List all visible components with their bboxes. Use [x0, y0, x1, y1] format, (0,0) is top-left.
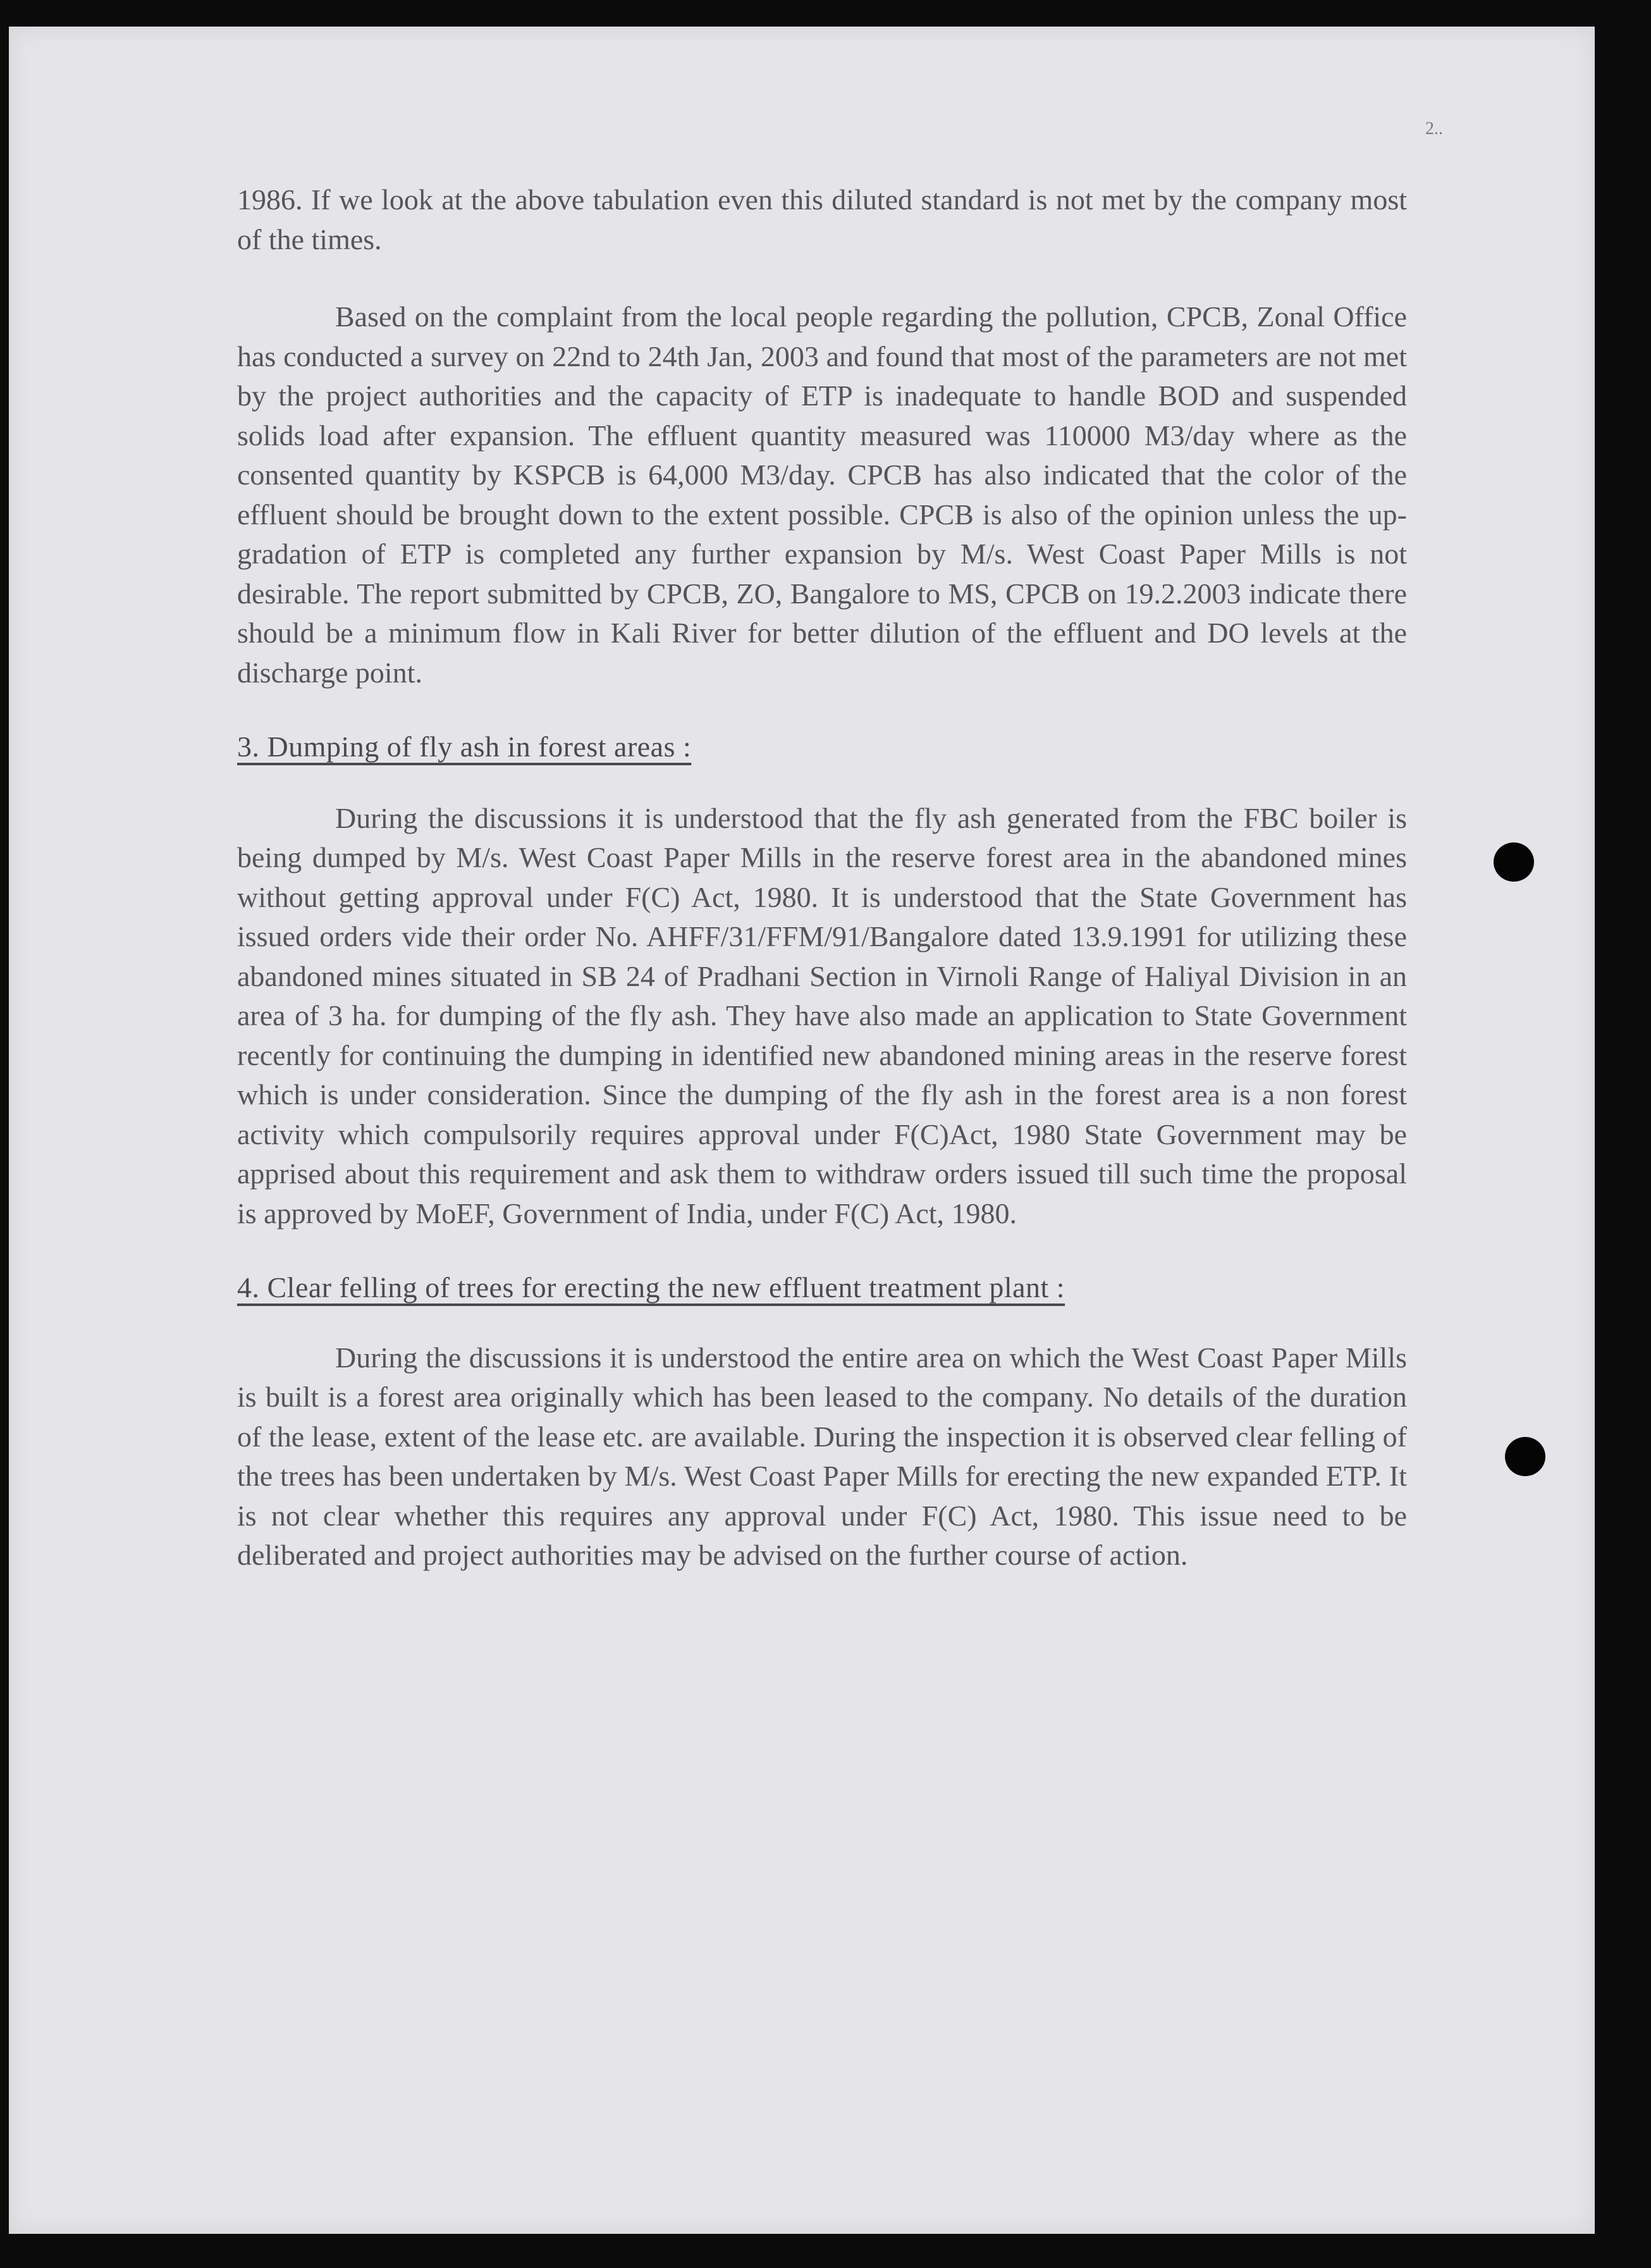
cpcb-survey-paragraph: Based on the complaint from the local people regarding the pollution, CPCB, Zonal Office has conducted a survey on 22nd to 24th Jan, 2003 and found that most of the parameters are not met by the project authorities and the capacity of ETP is inadequate to handle BOD and suspended solids load after expansion. The effluent quantity measured was 110000 M3/day where as the consented quantity by KSPCB is 64,000 M3/day. CPCB has also indicated that the color of the effluent should be brought down to the extent possible. CPCB is also of the opinion unless the up-gradation of ETP is completed any further expansion by M/s. West Coast Paper Mills is not desirable. The report submitted by CPCB, ZO, Bangalore to MS, CPCB on 19.2.2003 indicate there should be a minimum flow in Kali River for better dilution of the effluent and DO levels at the discharge point.: [237, 300, 1407, 689]
section-3-paragraph: During the discussions it is understood that the fly ash generated from the FBC boiler is being dumped by M/s. West Coast Paper Mills in the reserve forest area in the abandoned mines without getting approval under F(C) Act, 1980. It is understood that the State Government has issued orders vide their order No. AHFF/31/FFM/91/Bangalore dated 13.9.1991 for utilizing these abandoned mines situated in SB 24 of Pradhani Section in Virnoli Range of Haliyal Division in an area of 3 ha. for dumping of the fly ash. They have also made an application to State Government recently for continuing the dumping in identified new abandoned mining areas in the reserve forest which is under consideration. Since the dumping of the fly ash in the forest area is a non forest activity which compulsorily requires approval under F(C)Act, 1980 State Government may be apprised about this requirement and ask them to withdraw orders issued till such time the proposal is approved by MoEF, Government of India, under F(C) Act, 1980.: [237, 801, 1407, 1230]
page-corner-mark: 2..: [1425, 119, 1443, 139]
intro-continuation-paragraph: 1986. If we look at the above tabulation even this diluted standard is not met by the company most of the times.: [237, 183, 1407, 256]
section-4-heading: 4. Clear felling of trees for erecting the new effluent treatment plant :: [237, 1271, 1065, 1303]
section-4-paragraph: During the discussions it is understood the entire area on which the West Coast Paper Mills is built is a forest area originally which has been leased to the company. No details of the duration of the lease, extent of the lease etc. are available. During the inspection it is observed clear felling of the trees has been undertaken by M/s. West Coast Paper Mills for erecting the new expanded ETP. It is not clear whether this requires any approval under F(C) Act, 1980. This issue need to be deliberated and project authorities may be advised on the further course of action.: [237, 1341, 1407, 1571]
punch-hole-upper: [1494, 842, 1534, 882]
punch-hole-lower: [1505, 1437, 1545, 1476]
document-body: [237, 180, 1407, 1575]
section-3-heading: 3. Dumping of fly ash in forest areas :: [237, 730, 692, 763]
